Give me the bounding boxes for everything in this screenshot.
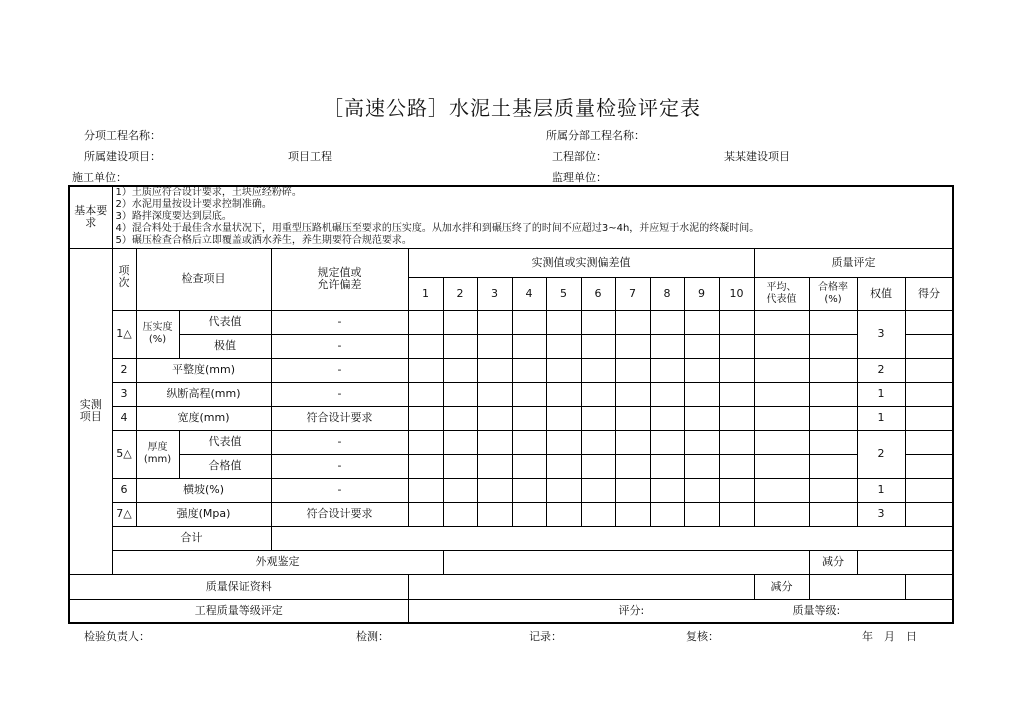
row-weight: 3 <box>857 502 905 526</box>
row-item: 压实度 (%) <box>136 310 179 358</box>
check-item-header: 检查项目 <box>136 248 271 310</box>
row-sub-item: 极值 <box>179 334 271 358</box>
table-row <box>69 454 953 478</box>
supervisor-label: 监理单位： <box>552 171 607 184</box>
row-item: 纵断高程(mm) <box>136 382 271 406</box>
total-row <box>69 526 953 550</box>
row-no: 2 <box>112 358 136 382</box>
page-title: ［高速公路］水泥土基层质量检验评定表 <box>323 96 701 120</box>
row-item: 宽度(mm) <box>136 406 271 430</box>
weight-header: 权值 <box>857 277 905 310</box>
row-spec: - <box>271 430 408 454</box>
quality-docs-label: 质量保证资料 <box>69 575 408 600</box>
total-label: 合计 <box>112 526 271 550</box>
measure-col: 1 <box>408 277 443 310</box>
measure-col: 4 <box>512 277 546 310</box>
row-spec: - <box>271 358 408 382</box>
row-no: 4 <box>112 406 136 430</box>
row-weight: 3 <box>857 310 905 358</box>
requirement-line: 2）水泥用量按设计要求控制准确。 <box>115 199 272 211</box>
table-row <box>69 310 953 334</box>
section-label: 实测 项目 <box>69 248 112 575</box>
row-no: 6 <box>112 478 136 502</box>
table-row <box>69 382 953 406</box>
construction-project-value: 项目工程 <box>288 150 332 163</box>
table-row <box>69 406 953 430</box>
appearance-deduction-label: 减分 <box>809 550 857 575</box>
row-item: 横坡(%) <box>136 478 271 502</box>
measure-col: 6 <box>581 277 615 310</box>
location-label: 工程部位： <box>552 150 607 163</box>
spec-header: 规定值或 允许偏差 <box>271 248 408 310</box>
inspector-label: 检验负责人： <box>84 630 150 643</box>
measure-col: 3 <box>477 277 512 310</box>
row-item: 强度(Mpa) <box>136 502 271 526</box>
row-weight: 2 <box>857 358 905 382</box>
item-no-header: 项 次 <box>112 248 136 310</box>
requirements-text <box>112 186 953 248</box>
avg-header: 平均、 代表值 <box>754 277 809 310</box>
pass-rate-header: 合格率 (%) <box>809 277 857 310</box>
grade-label: 工程质量等级评定 <box>69 599 408 623</box>
quality-docs-row <box>69 575 953 600</box>
recorder-label: 记录： <box>529 630 562 643</box>
measured-header: 实测值或实测偏差值 <box>408 248 754 277</box>
measure-col: 9 <box>684 277 719 310</box>
row-weight: 1 <box>857 478 905 502</box>
row-spec: - <box>271 382 408 406</box>
requirement-line: 5）碾压检查合格后立即覆盖或洒水养生，养生期要符合规范要求。 <box>115 235 412 247</box>
reviewer-label: 复核： <box>686 630 719 643</box>
table-row <box>69 334 953 358</box>
requirement-line: 3）路拌深度要达到层底。 <box>115 211 232 223</box>
row-spec: - <box>271 334 408 358</box>
row-no: 5△ <box>112 430 136 478</box>
measure-col: 10 <box>719 277 754 310</box>
table-row <box>69 502 953 526</box>
row-spec: - <box>271 478 408 502</box>
inspection-table <box>68 185 954 624</box>
row-spec: - <box>271 454 408 478</box>
measure-col: 8 <box>650 277 684 310</box>
grade-row <box>69 599 953 623</box>
date-text: 年 月 日 <box>862 630 917 643</box>
table-row <box>69 430 953 454</box>
row-item: 厚度 (mm) <box>136 430 179 478</box>
row-weight: 1 <box>857 406 905 430</box>
tester-label: 检测： <box>356 630 389 643</box>
measure-col: 7 <box>615 277 650 310</box>
table-row <box>69 478 953 502</box>
row-weight: 2 <box>857 430 905 478</box>
row-sub-item: 代表值 <box>179 310 271 334</box>
row-spec: - <box>271 310 408 334</box>
appearance-row <box>69 550 953 575</box>
row-item: 平整度(mm) <box>136 358 271 382</box>
score-header: 得分 <box>905 277 953 310</box>
row-no: 7△ <box>112 502 136 526</box>
appearance-label: 外观鉴定 <box>112 550 443 575</box>
location-value: 某某建设项目 <box>724 150 790 163</box>
parent-project-label: 所属分部工程名称： <box>546 129 645 142</box>
row-sub-item: 合格值 <box>179 454 271 478</box>
table-row <box>69 358 953 382</box>
sub-project-label: 分项工程名称： <box>84 129 161 142</box>
requirement-line: 4）混合料处于最佳含水量状况下，用重型压路机碾压至要求的压实度。从加水拌和到碾压终了的时间不应超过3~4h，并应短于水泥的终凝时间。 <box>115 223 760 235</box>
row-spec: 符合设计要求 <box>271 406 408 430</box>
row-no: 3 <box>112 382 136 406</box>
measure-col: 5 <box>546 277 581 310</box>
requirement-line: 1）土质应符合设计要求，土块应经粉碎。 <box>115 187 302 199</box>
measure-col: 2 <box>443 277 477 310</box>
docs-deduction-label: 减分 <box>754 575 809 600</box>
contractor-label: 施工单位： <box>72 171 127 184</box>
row-no: 1△ <box>112 310 136 358</box>
requirements-label: 基本要求 <box>69 186 112 248</box>
row-sub-item: 代表值 <box>179 430 271 454</box>
construction-project-label: 所属建设项目： <box>84 150 161 163</box>
row-weight: 1 <box>857 382 905 406</box>
quality-header: 质量评定 <box>754 248 953 277</box>
row-spec: 符合设计要求 <box>271 502 408 526</box>
score-label: 评分: <box>618 603 645 617</box>
quality-grade-label: 质量等级: <box>792 603 841 617</box>
